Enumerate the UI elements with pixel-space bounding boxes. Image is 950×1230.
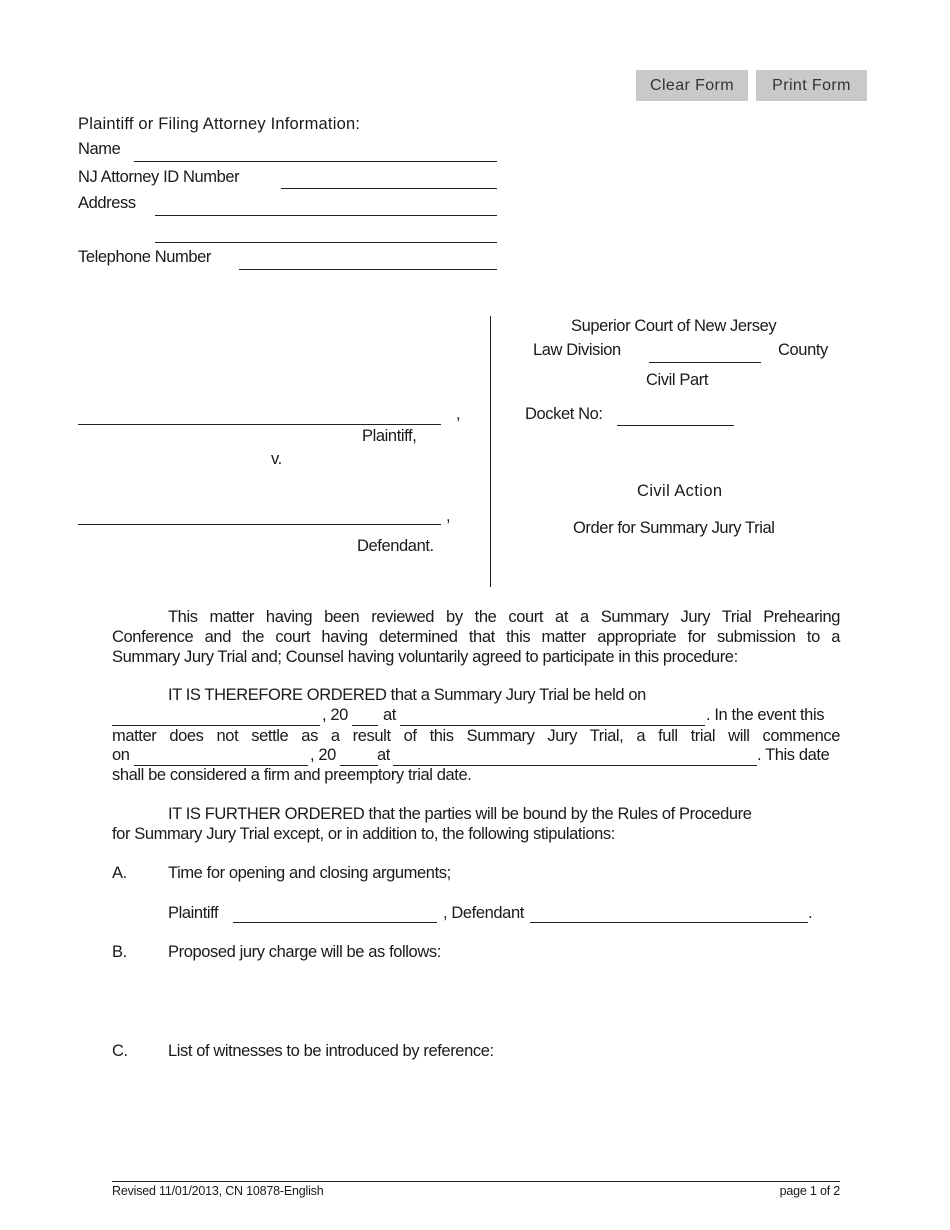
print-form-button[interactable]: Print Form: [756, 70, 867, 101]
item-c-text: List of witnesses to be introduced by reference:: [168, 1042, 494, 1060]
versus-label: v.: [271, 450, 282, 468]
item-a-period: .: [808, 904, 813, 922]
plaintiff-label: Plaintiff,: [362, 427, 417, 445]
county-field[interactable]: [649, 362, 761, 363]
address-label: Address: [78, 194, 136, 212]
intro-line-3: Summary Jury Trial and; Counsel having voluntarily agreed to participate in this procedure:: [112, 648, 738, 666]
ordered-on: on: [112, 746, 130, 764]
item-a-letter: A.: [112, 864, 127, 882]
item-c-letter: C.: [112, 1042, 128, 1060]
ordered-line-5: shall be considered a firm and preemptory trial date.: [112, 766, 472, 784]
docket-label: Docket No:: [525, 405, 603, 423]
footer-page-number: page 1 of 2: [779, 1184, 840, 1198]
law-division-label: Law Division: [533, 341, 621, 359]
order-title: Order for Summary Jury Trial: [573, 519, 775, 537]
ordered-line-3: matter does not settle as a result of this Summary Jury Trial, a full trial will commence: [112, 727, 840, 745]
docket-field[interactable]: [617, 425, 734, 426]
name-field[interactable]: [134, 161, 497, 162]
address-field-line-2[interactable]: [155, 242, 497, 243]
address-field-line-1[interactable]: [155, 215, 497, 216]
footer-divider: [112, 1181, 840, 1182]
item-b-letter: B.: [112, 943, 127, 961]
footer-revised: Revised 11/01/2013, CN 10878-English: [112, 1184, 324, 1198]
defendant-label: Defendant.: [357, 537, 434, 555]
ordered-this-date: . This date: [757, 746, 830, 764]
ordered-line-1: IT IS THEREFORE ORDERED that a Summary Jury Trial be held on: [168, 686, 646, 704]
attorney-id-field[interactable]: [281, 188, 497, 189]
plaintiff-comma: ,: [456, 405, 461, 423]
item-b-text: Proposed jury charge will be as follows:: [168, 943, 441, 961]
defendant-comma: ,: [446, 507, 451, 525]
item-a-defendant-label: , Defendant: [443, 904, 524, 922]
attorney-id-label: NJ Attorney ID Number: [78, 168, 240, 186]
ordered-at-b: at: [377, 746, 390, 764]
item-a-text: Time for opening and closing arguments;: [168, 864, 451, 882]
ordered-event-text: . In the event this: [706, 706, 825, 724]
civil-part-label: Civil Part: [646, 371, 709, 389]
item-a-plaintiff-label: Plaintiff: [168, 904, 219, 922]
attorney-info-heading: Plaintiff or Filing Attorney Information:: [78, 115, 361, 133]
intro-line-1: This matter having been reviewed by the court at a Summary Jury Trial Prehearing: [168, 608, 840, 626]
plaintiff-argument-time-field[interactable]: [233, 922, 437, 923]
clear-form-button[interactable]: Clear Form: [636, 70, 748, 101]
intro-line-2: Conference and the court having determined that this matter appropriate for submission to a: [112, 628, 840, 646]
caption-divider: [490, 316, 491, 587]
defendant-argument-time-field[interactable]: [530, 922, 808, 923]
plaintiff-name-field[interactable]: [78, 424, 441, 425]
telephone-field[interactable]: [239, 269, 497, 270]
name-label: Name: [78, 140, 121, 158]
county-label: County: [778, 341, 828, 359]
ordered-comma-20b: , 20: [310, 746, 336, 764]
ordered-comma-20: , 20: [322, 706, 348, 724]
further-line-1: IT IS FURTHER ORDERED that the parties will be bound by the Rules of Procedure: [168, 805, 752, 823]
telephone-label: Telephone Number: [78, 248, 212, 266]
ordered-at: at: [383, 706, 396, 724]
defendant-name-field[interactable]: [78, 524, 441, 525]
court-name: Superior Court of New Jersey: [571, 317, 777, 335]
civil-action-label: Civil Action: [637, 482, 723, 500]
further-line-2: for Summary Jury Trial except, or in addition to, the following stipulations:: [112, 825, 615, 843]
